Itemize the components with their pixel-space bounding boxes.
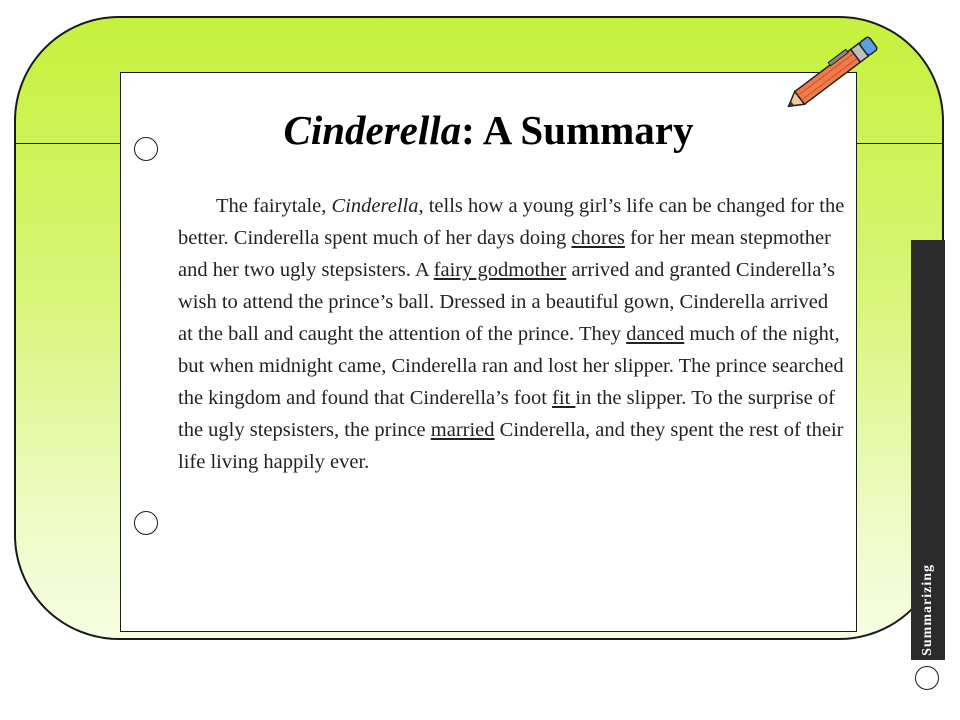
vocab-word: danced [626, 323, 685, 345]
text-run: much of the night, but when midnight came, Cinderella ran and lost her slipper. The prince searched the kingdom and found that Cinderella’s foot [178, 323, 844, 409]
sidebar-tab-label: Summarizing [920, 564, 935, 656]
page-title [120, 106, 857, 154]
binder-hole-bottom [134, 511, 158, 535]
vocab-word: fit [552, 387, 576, 409]
sidebar-hole [915, 666, 939, 690]
text-run: arrived and granted Cinderella’s wish to attend the prince’s ball. Dressed in a beautiful gown, Cinderella arrived at the ball and caught the attention of the prince. They [178, 259, 835, 345]
title-italic: Cinderella [283, 107, 462, 153]
vocab-word: chores [571, 227, 625, 249]
title-rest: : A Summary [461, 107, 694, 153]
sidebar-tab-label-wrap [911, 240, 945, 656]
text-run: , tells how a young girl’s life can be changed for the better. Cinderella spent much of her days doing [178, 195, 845, 249]
text-run: in the slipper. To the surprise of the ugly stepsisters, the prince [178, 387, 835, 441]
text-run: for her mean stepmother and her two ugly stepsisters. A [178, 227, 831, 281]
summary-paragraph [178, 190, 848, 478]
vocab-word: married [430, 419, 495, 441]
text-run: Cinderella, and they spent the rest of their life living happily ever. [178, 419, 844, 473]
text-run: The fairytale, [216, 195, 332, 217]
vocab-word: fairy godmother [433, 259, 567, 281]
italic-title-ref: Cinderella [331, 195, 419, 217]
